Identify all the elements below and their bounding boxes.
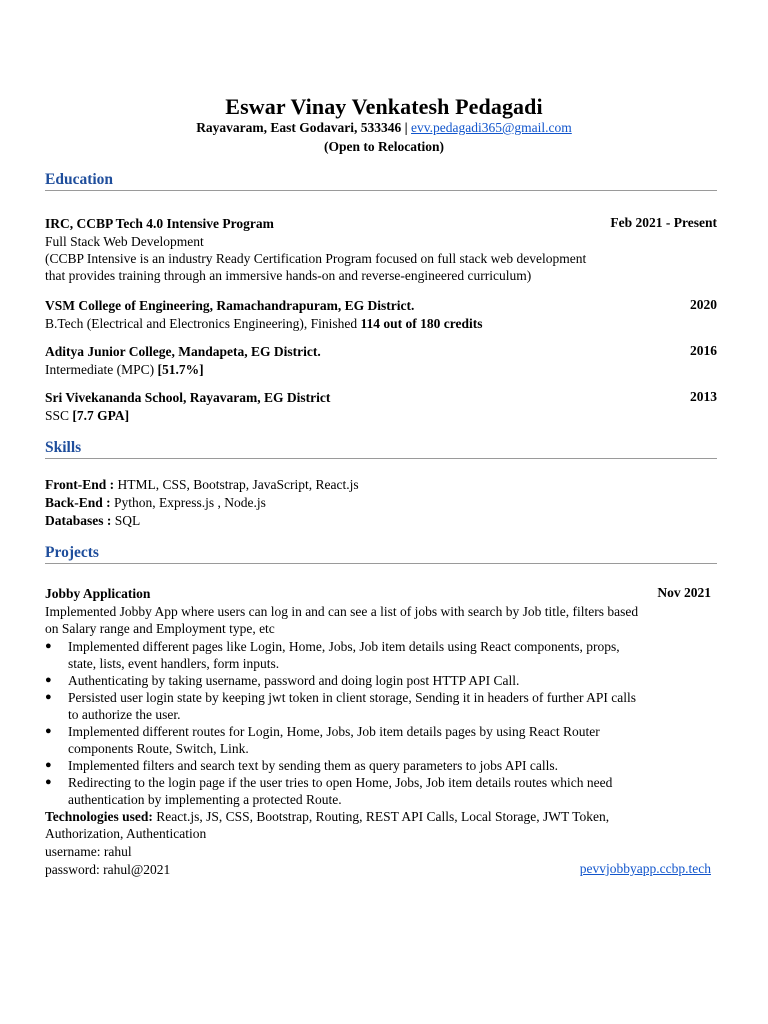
bullet-dot-icon: ●	[45, 674, 52, 686]
education-divider	[45, 190, 717, 191]
contact-line	[0, 120, 768, 136]
education-heading: Education	[45, 171, 114, 188]
edu-institution: IRC, CCBP Tech 4.0 Intensive Program	[45, 216, 274, 231]
technologies-label: Technologies used:	[45, 809, 153, 824]
bullet-dot-icon: ●	[45, 759, 52, 771]
skill-label: Back-End :	[45, 495, 111, 510]
project-name: Jobby Application	[45, 586, 151, 601]
edu-date: 2013	[690, 389, 717, 404]
edu-date: 2020	[690, 297, 717, 312]
skill-label: Front-End :	[45, 477, 115, 492]
relocation-note: (Open to Relocation)	[324, 139, 444, 154]
skills-divider	[45, 458, 717, 459]
bullet-text: authentication by implementing a protected Route.	[68, 792, 342, 807]
technologies-list-cont: Authorization, Authentication	[45, 826, 207, 841]
technologies-list: React.js, JS, CSS, Bootstrap, Routing, REST API Calls, Local Storage, JWT Token,	[152, 809, 610, 824]
edu-date: Feb 2021 - Present	[610, 215, 717, 230]
bullet-text: Redirecting to the login page if the user tries to open Home, Jobs, Job item details routes which need	[68, 775, 613, 790]
bullet-text: Implemented different pages like Login, Home, Jobs, Job item details using React components, props,	[68, 639, 620, 654]
skill-value: HTML, CSS, Bootstrap, JavaScript, React.js	[114, 477, 359, 492]
edu-detail	[45, 315, 482, 332]
bullet-text: Implemented different routes for Login, Home, Jobs, Job item details pages by using React Router	[68, 724, 600, 739]
skill-value: SQL	[111, 513, 141, 528]
skill-row	[45, 476, 359, 493]
technologies-line	[45, 808, 609, 825]
edu-detail	[45, 407, 129, 424]
candidate-name: Eswar Vinay Venkatesh Pedagadi	[225, 94, 543, 119]
bullet-text: state, lists, event handlers, form inputs.	[68, 656, 280, 671]
projects-divider	[45, 563, 717, 564]
edu-score: [51.7%]	[157, 362, 204, 377]
address: Rayavaram, East Godavari, 533346 |	[196, 120, 408, 135]
skills-heading: Skills	[45, 439, 82, 456]
demo-username: username: rahul	[45, 844, 132, 859]
edu-institution: Aditya Junior College, Mandapeta, EG District.	[45, 344, 321, 359]
edu-date: 2016	[690, 343, 717, 358]
project-date: Nov 2021	[657, 585, 711, 600]
email-link[interactable]: evv.pedagadi365@gmail.com	[411, 120, 572, 135]
bullet-text: to authorize the user.	[68, 707, 181, 722]
edu-detail-text: Intermediate (MPC)	[45, 362, 158, 377]
bullet-text: components Route, Switch, Link.	[68, 741, 249, 756]
edu-line: Full Stack Web Development	[45, 234, 204, 249]
skill-row	[45, 512, 140, 529]
project-link[interactable]: pevvjobbyapp.ccbp.tech	[579, 861, 711, 876]
project-summary: Implemented Jobby App where users can log in and can see a list of jobs with search by Job title, filters based	[45, 604, 639, 619]
skill-row	[45, 494, 266, 511]
bullet-dot-icon: ●	[45, 725, 52, 737]
projects-heading: Projects	[45, 544, 99, 561]
edu-detail-text: B.Tech (Electrical and Electronics Engineering), Finished	[45, 316, 361, 331]
edu-score: [7.7 GPA]	[72, 408, 130, 423]
bullet-text: Implemented filters and search text by sending them as query parameters to jobs API calls.	[68, 758, 558, 773]
skill-value: Python, Express.js , Node.js	[110, 495, 266, 510]
bullet-dot-icon: ●	[45, 691, 52, 703]
skill-label: Databases :	[45, 513, 112, 528]
project-summary: on Salary range and Employment type, etc	[45, 621, 275, 636]
edu-detail	[45, 361, 204, 378]
bullet-dot-icon: ●	[45, 776, 52, 788]
edu-score: 114 out of 180 credits	[360, 316, 483, 331]
edu-line: (CCBP Intensive is an industry Ready Certification Program focused on full stack web development	[45, 251, 587, 266]
edu-line: that provides training through an immersive hands-on and reverse-engineered curriculum)	[45, 268, 532, 283]
edu-institution: Sri Vivekananda School, Rayavaram, EG District	[45, 390, 331, 405]
bullet-dot-icon: ●	[45, 640, 52, 652]
bullet-text: Persisted user login state by keeping jwt token in client storage, Sending it in headers of further API calls	[68, 690, 637, 705]
demo-password: password: rahul@2021	[45, 862, 171, 877]
edu-institution: VSM College of Engineering, Ramachandrapuram, EG District.	[45, 298, 415, 313]
bullet-text: Authenticating by taking username, password and doing login post HTTP API Call.	[68, 673, 520, 688]
edu-detail-text: SSC	[45, 408, 73, 423]
